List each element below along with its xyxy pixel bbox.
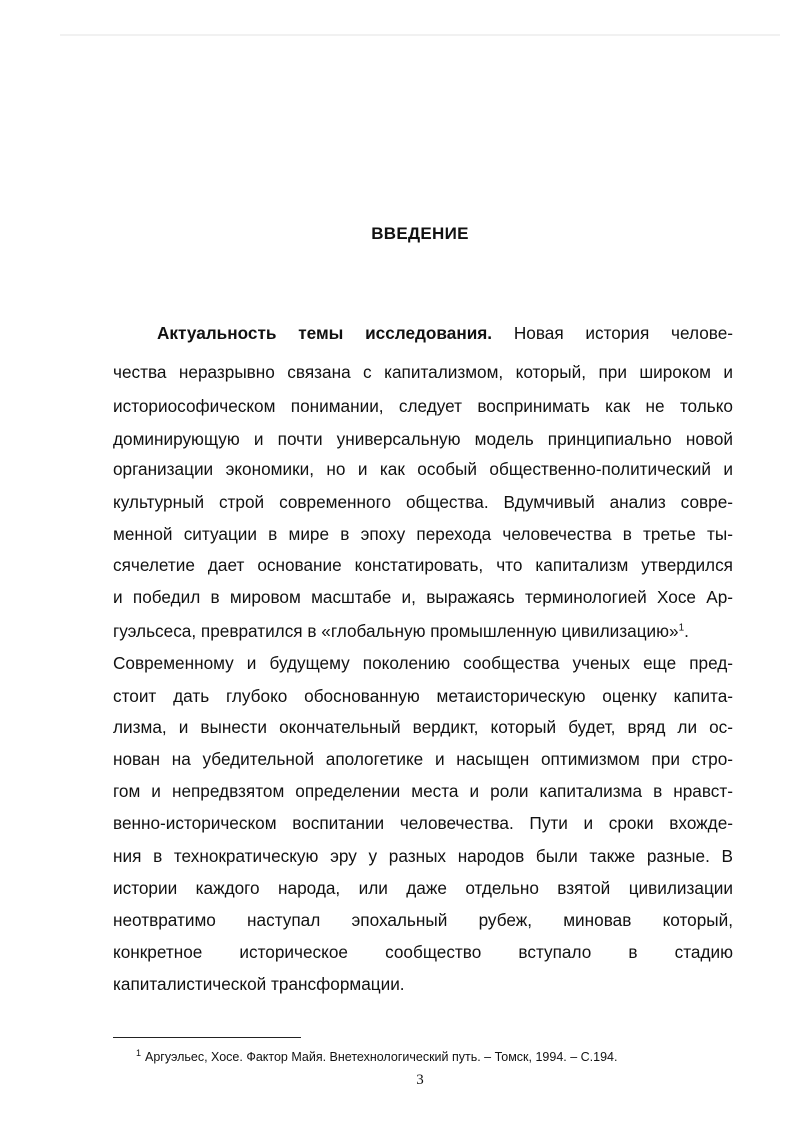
paragraph-line: доминирующую и почти универсальную модель принципиально новой <box>113 429 733 449</box>
paragraph-line: менной ситуации в мире в эпоху перехода человечества в третье ты- <box>113 524 733 544</box>
paragraph-line: историософическом понимании, следует воспринимать как не только <box>113 396 733 416</box>
paragraph-line: капиталистической трансформации. <box>113 974 405 994</box>
paragraph-line <box>113 621 733 641</box>
paragraph-line: и победил в мировом масштабе и, выражаясь терминологией Хосе Ар- <box>113 587 733 607</box>
footnote-ref-suffix: . <box>684 621 689 641</box>
section-heading: ВВЕДЕНИЕ <box>371 224 469 243</box>
paragraph-line: ния в технократическую эру у разных народов были также разные. В <box>113 846 733 866</box>
paragraph-line: гом и непредвзятом определении места и роли капитализма в нравст- <box>113 781 733 801</box>
paragraph-line: истории каждого народа, или даже отдельно взятой цивилизации <box>113 878 733 898</box>
paragraph-line: культурный строй современного общества. Вдумчивый анализ совре- <box>113 492 733 512</box>
paragraph-line: стоит дать глубоко обоснованную метаисторическую оценку капита- <box>113 686 733 706</box>
footnote-reference[interactable]: 1 <box>678 622 685 634</box>
footnote-marker: 1 <box>136 1047 142 1058</box>
paragraph-line: венно-историческом воспитании человечества. Пути и сроки вхожде- <box>113 813 733 833</box>
paragraph-line: нован на убедительной апологетике и насыщен оптимизмом при стро- <box>113 749 733 769</box>
paragraph-line <box>157 323 733 343</box>
page-number: 3 <box>416 1072 424 1088</box>
paragraph-line: чества неразрывно связана с капитализмом, который, при широком и <box>113 362 733 382</box>
footnote-text: Аргуэльес, Хосе. Фактор Майя. Внетехнологический путь. – Томск, 1994. – С.194. <box>145 1050 618 1064</box>
paragraph-line: неотвратимо наступал эпохальный рубеж, миновав который, <box>113 910 733 930</box>
paragraph-line: Современному и будущему поколению сообщества ученых еще пред- <box>113 653 733 673</box>
scan-edge <box>60 34 780 36</box>
paragraph-line: организации экономики, но и как особый общественно-политический и <box>113 459 733 479</box>
paragraph-line: сячелетие дает основание констатировать, что капитализм утвердился <box>113 555 733 575</box>
footnote-separator <box>113 1037 301 1038</box>
paragraph-line: конкретное историческое сообщество вступало в стадию <box>113 942 733 962</box>
line-text: гуэльсеса, превратился в «глобальную промышленную цивилизацию» <box>113 621 679 641</box>
paragraph-line: лизма, и вынести окончательный вердикт, который будет, вряд ли ос- <box>113 717 733 737</box>
lead-phrase: Актуальность темы исследования. <box>157 323 493 343</box>
line-text: Новая история челове- <box>513 323 733 343</box>
footnote <box>136 1047 618 1064</box>
